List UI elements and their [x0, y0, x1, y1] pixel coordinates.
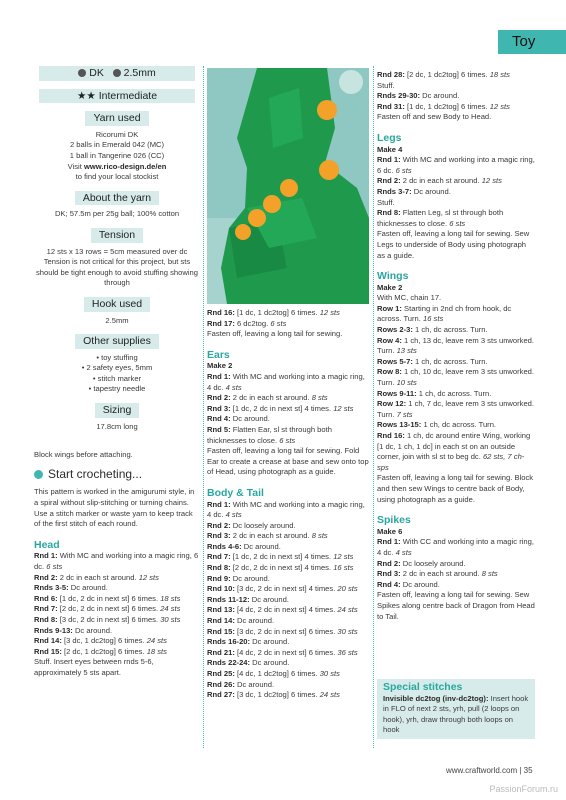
instruction-row: Row 8: 1 ch, 10 dc, leave rem 3 sts unworked. Turn. 10 sts	[377, 367, 535, 388]
yarn-line: 1 ball in Tangerine 026 (CC)	[69, 150, 165, 160]
supply-item: • 2 safety eyes, 5mm	[81, 363, 153, 373]
instruction-row: Rows 5-7: 1 ch, dc across. Turn.	[377, 356, 488, 366]
section-tab: Toy	[498, 30, 566, 54]
supply-item: • toy stuffing	[96, 352, 138, 362]
instruction-row: Rnd 21: [4 dc, 2 dc in next st] 6 times. 36 sts	[207, 647, 358, 657]
column-divider	[203, 66, 204, 748]
instruction-row: Rnds 22-24: Dc around.	[207, 658, 290, 668]
level: Intermediate	[98, 89, 158, 102]
hook-heading: Hook used	[84, 297, 150, 312]
instruction-row: Rnd 16: 1 ch, dc around entire Wing, working [1 dc, 1 ch, 1 dc] in each st on an outside corner, join with sl st to beg dc. 62 sts, 7 ch-sps	[377, 431, 531, 472]
yarn-line: Ricorumi DK	[95, 129, 139, 139]
column-divider	[373, 66, 374, 748]
instruction-row: Rnd 9: Dc around.	[207, 573, 270, 583]
instruction-row: Rnd 4: Dc around.	[207, 414, 270, 424]
stockist-text: to find your local stockist	[75, 172, 159, 182]
instruction-row: Rnd 8: Flatten Leg, sl st through both thicknesses to close. 6 sts	[377, 208, 504, 228]
instruction-row: Stuff.	[377, 197, 395, 207]
instruction-row: Rnd 7: [2 dc, 2 dc in next st] 6 times. 24 sts	[34, 604, 181, 614]
footer	[446, 766, 533, 775]
instruction-row: Rnd 2: 2 dc in each st around. 8 sts	[207, 393, 328, 403]
footer-site[interactable]: www.craftworld.com	[446, 766, 518, 775]
tension-heading: Tension	[91, 228, 143, 243]
body-finish	[377, 70, 535, 123]
special-text: Insert hook in FLO of next 2 sts, yrh, pull (2 loops on hook), yrh, draw through both loops on hook	[383, 693, 529, 735]
supply-item: • stitch marker	[92, 373, 142, 383]
instruction-row: Rnd 1: With MC and working into a magic ring, 6 dc. 6 sts	[34, 551, 199, 571]
instruction-row: Rnd 14: [3 dc, 1 dc2tog] 6 times. 24 sts	[34, 636, 167, 646]
instruction-row: Rnds 11-12: Dc around.	[207, 594, 289, 604]
wings-heading: Wings	[377, 270, 409, 283]
instruction-row: Rnd 6: [1 dc, 2 dc in next st] 6 times. 18 sts	[34, 593, 181, 603]
instruction-row: Rnds 9-13: Dc around.	[34, 625, 113, 635]
instruction-row: Rnd 3: 2 dc in each st around. 8 sts	[377, 569, 498, 579]
about-yarn-heading: About the yarn	[75, 191, 159, 206]
instruction-row: Rnd 1: With CC and working into a magic ring, 4 dc. 4 sts	[377, 537, 534, 557]
instruction-row: Rnd 26: Dc around.	[207, 679, 275, 689]
instruction-row: With MC, chain 17.	[377, 293, 442, 303]
body-instructions	[207, 500, 369, 701]
hook-icon	[113, 69, 121, 77]
spikes-instructions	[377, 537, 535, 622]
instruction-row: Rows 2-3: 1 ch, dc across. Turn.	[377, 325, 488, 335]
head-instructions	[34, 551, 200, 678]
instruction-row: Rnd 10: [3 dc, 2 dc in next st] 4 times. 20 sts	[207, 584, 358, 594]
instruction-row: Rnd 3: 2 dc in each st around. 8 sts	[207, 531, 328, 541]
specs-line	[34, 66, 200, 81]
instruction-row: Rnd 13: [4 dc, 2 dc in next st] 4 times. 24 sts	[207, 605, 358, 615]
tension-text: 12 sts x 13 rows = 5cm measured over dc Tension is not critical for this project, but sts should be tight enough to avoid stuffing showing through	[36, 246, 198, 288]
instruction-row: Rnd 1: With MC and working into a magic ring, 4 dc. 4 sts	[207, 371, 365, 392]
column-right	[377, 70, 535, 622]
dragon-photo	[207, 68, 369, 304]
instruction-row: Fasten off, leaving a long tail for sewing. Sew Spikes along centre back of Dragon from Head to Tail.	[377, 590, 535, 621]
instruction-row: Rnd 17: 6 dc2tog. 6 sts	[207, 318, 287, 328]
instruction-row: Rnd 28: [2 dc, 1 dc2tog] 6 times. 18 sts	[377, 70, 510, 79]
bullet-dot-icon	[34, 470, 43, 479]
block-note: Block wings before attaching.	[34, 450, 133, 460]
instruction-row: Rnds 3-5: Dc around.	[34, 583, 108, 593]
instruction-row: Rnd 4: Dc around.	[377, 579, 440, 589]
instruction-row: Rnd 1: With MC and working into a magic ring, 6 dc. 6 sts	[377, 155, 535, 175]
instruction-row: Rows 13-15: 1 ch, dc across. Turn.	[377, 420, 497, 430]
instruction-row: Row 4: 1 ch, 13 dc, leave rem 3 sts unworked. Turn. 13 sts	[377, 335, 535, 356]
special-stitches-heading: Special stitches	[383, 681, 463, 693]
head-heading: Head	[34, 538, 60, 551]
stars-icon: ★★	[76, 89, 96, 102]
yarn-weight: DK	[89, 67, 104, 79]
instruction-row: Rnd 31: [1 dc, 1 dc2tog] 6 times. 12 sts	[377, 101, 510, 111]
wings-make: Make 2	[377, 282, 403, 292]
instruction-row: Fasten off, leaving a long tail for sewing. Sew Legs to underside of Body using photograph as a guide.	[377, 229, 530, 260]
instruction-row: Stuff. Insert eyes between rnds 5-6, approximately 5 sts apart.	[34, 657, 154, 677]
instruction-row: Rnd 3: [1 dc, 2 dc in next st] 4 times. 12 sts	[207, 403, 354, 413]
about-yarn-text: DK; 57.5m per 25g ball; 100% cotton	[54, 209, 180, 219]
instruction-row: Rows 9-11: 1 ch, dc across. Turn.	[377, 388, 492, 398]
instruction-row: Rnd 15: [2 dc, 1 dc2tog] 6 times. 18 sts	[34, 646, 167, 656]
footer-sep: |	[517, 766, 524, 775]
sizing-heading: Sizing	[95, 403, 140, 418]
ears-instructions	[207, 372, 369, 478]
instruction-row: Rnd 2: 2 dc in each st around. 12 sts	[34, 572, 159, 582]
instruction-row: Rnd 14: Dc around.	[207, 616, 275, 626]
rico-link[interactable]: www.rico-design.de/en	[83, 161, 167, 171]
instruction-row: Fasten off, leaving a long tail for sewing. Block and then sew Wings to centre back of Body, using photograph as a guide.	[377, 473, 534, 504]
ears-heading: Ears	[207, 348, 230, 361]
body-heading: Body & Tail	[207, 486, 264, 499]
spikes-make: Make 6	[377, 526, 403, 536]
yarn-line: 2 balls in Emerald 042 (MC)	[69, 140, 165, 150]
supplies-list	[34, 353, 200, 395]
yarn-ball-icon	[78, 69, 86, 77]
instruction-row: Fasten off, leaving a long tail for sewing.	[207, 329, 343, 339]
instruction-row: Rnds 3-7: Dc around.	[377, 186, 451, 196]
yarn-used-text	[34, 130, 200, 183]
instruction-row: Rnd 5: Flatten Ear, sl st through both thicknesses to close. 6 sts	[207, 424, 332, 445]
watermark: PassionForum.ru	[489, 784, 558, 794]
level-line	[34, 89, 200, 104]
special-term: Invisible dc2tog (inv-dc2tog):	[383, 693, 489, 703]
yarn-used-heading: Yarn used	[85, 111, 148, 126]
head-finish	[207, 308, 369, 340]
instruction-row: Rnd 8: [2 dc, 2 dc in next st] 4 times. 16 sts	[207, 563, 354, 573]
legs-heading: Legs	[377, 131, 402, 144]
instruction-row: Rnds 4-6: Dc around.	[207, 541, 281, 551]
instruction-row: Fasten off and sew Body to Head.	[377, 112, 492, 122]
instruction-row: Rnd 16: [1 dc, 1 dc2tog] 6 times. 12 sts	[207, 308, 340, 317]
hook-size: 2.5mm	[123, 67, 156, 79]
instruction-row: Row 12: 1 ch, 7 dc, leave rem 3 sts unworked. Turn. 7 sts	[377, 399, 535, 419]
column-middle	[207, 308, 369, 701]
legs-make: Make 4	[377, 144, 403, 154]
instruction-row: Rnd 8: [3 dc, 2 dc in next st] 6 times. 30 sts	[34, 614, 181, 624]
hook-text: 2.5mm	[105, 315, 129, 325]
start-text: This pattern is worked in the amigurumi style, in a spiral without slip-stitching or turning chains. Use a stitch marker or waste yarn to keep track of the first stitch of each round.	[34, 487, 195, 529]
instruction-row: Fasten off, leaving a long tail for sewing. Fold Ear to create a crease at base and sew onto top of Head, using photograph as a guide.	[207, 446, 369, 477]
instruction-row: Rnd 2: 2 dc in each st around. 12 sts	[377, 176, 502, 186]
instruction-row: Rnd 7: [1 dc, 2 dc in next st] 4 times. 12 sts	[207, 552, 354, 562]
instruction-row: Rnd 2: Dc loosely around.	[207, 520, 296, 530]
ears-make: Make 2	[207, 361, 233, 371]
page-number: 35	[523, 766, 533, 775]
legs-instructions	[377, 155, 535, 261]
instruction-row: Rnds 16-20: Dc around.	[207, 637, 290, 647]
instruction-row: Rnd 15: [3 dc, 2 dc in next st] 6 times. 30 sts	[207, 626, 358, 636]
start-heading: Start crocheting...	[34, 469, 200, 480]
wings-instructions	[377, 293, 535, 505]
instruction-row: Rnds 29-30: Dc around.	[377, 91, 460, 101]
supply-item: • tapestry needle	[88, 384, 146, 394]
instruction-row: Rnd 1: With MC and working into a magic ring, 4 dc. 4 sts	[207, 499, 365, 520]
instruction-row: Rnd 27: [3 dc, 1 dc2tog] 6 times. 24 sts	[207, 690, 340, 700]
instruction-row: Stuff.	[377, 80, 395, 90]
visit-prefix: Visit	[67, 161, 84, 171]
instruction-row: Rnd 2: Dc loosely around.	[377, 558, 466, 568]
supplies-heading: Other supplies	[75, 334, 159, 349]
special-stitches-box	[377, 679, 535, 739]
spikes-heading: Spikes	[377, 514, 411, 527]
instruction-row: Rnd 25: [4 dc, 1 dc2tog] 6 times. 30 sts	[207, 669, 340, 678]
sizing-text: 17.8cm long	[96, 421, 138, 431]
instruction-row: Row 1: Starting in 2nd ch from hook, dc across. Turn. 16 sts	[377, 303, 512, 324]
column-left	[34, 66, 200, 679]
